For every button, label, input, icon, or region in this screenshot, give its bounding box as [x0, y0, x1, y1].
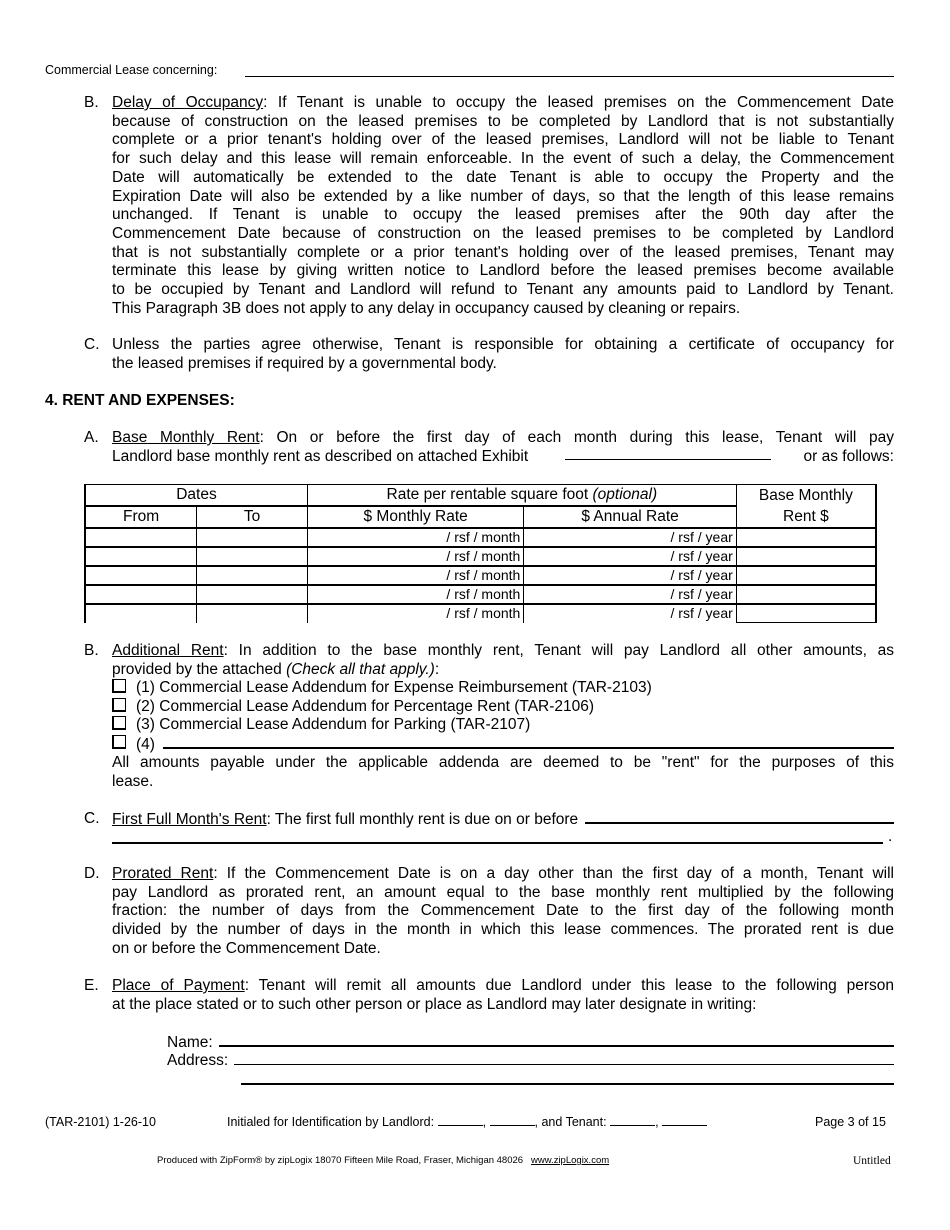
para-3b-delay-of-occupancy: Delay of Occupancy: If Tenant is unable to occupy the leased premises on the Commencement Date because of construction on the leased premises to be completed by Landlord that is not substantially complete or a prior tenant's holding over of the leased premises, Landlord will not be liable to Tenant for such delay and this lease will remain enforceable. In the event of such a delay, the Commencement Date will automatically be extended to the date Tenant is able to occupy the Property and the Expiration Date will also be extended by a like number of days, so that the length of this lease remains unchanged. If Tenant is unable to occupy the leased premises after the 90th day after the Commencement Date because of construction on the leased premises to be completed by Landlord that is not substantially complete or a prior tenant's holding over of the leased premises, Tenant may terminate this lease by giving written notice to Landlord before the leased premises become available to be occupied by Tenant and Landlord will refund to Tenant any amounts paid to Landlord by Tenant. This Paragraph 3B does not apply to any delay in occupancy caused by cleaning or repairs.: [112, 94, 894, 317]
from-cell[interactable]: [85, 547, 197, 566]
monthly-rate-cell[interactable]: / rsf / month: [307, 547, 523, 566]
para-3c-letter: C.: [84, 336, 100, 353]
rent-table-row: [85, 547, 876, 566]
base-monthly-rent-header: Base Monthly Rent $: [736, 485, 876, 529]
to-cell[interactable]: [197, 585, 308, 604]
para-3c-certificate: Unless the parties agree otherwise, Tenant is responsible for obtaining a certificate of occupancy for the leased premises if required by a governmental body.: [112, 336, 894, 372]
monthly-rate-cell[interactable]: / rsf / month: [307, 528, 523, 547]
from-cell[interactable]: [85, 566, 197, 585]
base-rent-cell[interactable]: [736, 604, 876, 623]
payee-name-field[interactable]: [219, 1033, 894, 1047]
from-cell[interactable]: [85, 585, 197, 604]
para-4e-letter: E.: [84, 977, 99, 994]
para-4c-title: First Full Month's Rent: [112, 811, 267, 828]
payee-name-row: [167, 1033, 894, 1053]
para-4e-place-of-payment: Place of Payment: Tenant will remit all amounts due Landlord under this lease to the following person at the place stated or to such other person or place as Landlord may later designate in writing:: [112, 977, 895, 1013]
dates-header: Dates: [85, 485, 307, 506]
annual-rate-cell[interactable]: / rsf / year: [524, 547, 736, 566]
addendum-option-4[interactable]: (4): [112, 735, 894, 755]
page-number: Page 3 of 15: [815, 1115, 886, 1129]
annual-rate-cell[interactable]: / rsf / year: [524, 528, 736, 547]
annual-rate-cell[interactable]: / rsf / year: [524, 566, 736, 585]
annual-rate-cell[interactable]: / rsf / year: [524, 585, 736, 604]
rent-table-row: [85, 528, 876, 547]
lease-concerning-field[interactable]: [245, 76, 894, 77]
checkbox-icon[interactable]: [112, 679, 126, 693]
addendum-option-2[interactable]: (2) Commercial Lease Addendum for Percentage Rent (TAR-2106): [112, 698, 594, 717]
checkbox-icon[interactable]: [112, 698, 126, 712]
landlord-initial-2[interactable]: [490, 1115, 535, 1126]
para-4e-title: Place of Payment: [112, 977, 245, 994]
payee-name-label: Name:: [167, 1034, 213, 1051]
para-4c-letter: C.: [84, 810, 100, 827]
para-4a-title: Base Monthly Rent: [112, 429, 260, 446]
rent-table-row: [85, 566, 876, 585]
monthly-rate-cell[interactable]: / rsf / month: [307, 585, 523, 604]
first-rent-due-field-1[interactable]: [585, 810, 894, 824]
initials-row: Initialed for Identification by Landlord: , , and Tenant: ,: [227, 1115, 707, 1129]
from-header: From: [85, 506, 197, 528]
period: .: [888, 828, 893, 845]
to-cell[interactable]: [197, 547, 308, 566]
para-4b-rent-note: All amounts payable under the applicable addenda are deemed to be "rent" for the purposes of this lease.: [112, 754, 894, 790]
tenant-initial-2[interactable]: [662, 1115, 707, 1126]
to-cell[interactable]: [197, 528, 308, 547]
monthly-rate-header: $ Monthly Rate: [307, 506, 523, 528]
para-4d-letter: D.: [84, 865, 100, 882]
para-4a-letter: A.: [84, 429, 99, 446]
para-4c-first-full-months-rent: First Full Month's Rent : The first full monthly rent is due on or before: [112, 810, 894, 830]
tenant-initial-1[interactable]: [610, 1115, 655, 1126]
monthly-rate-cell[interactable]: / rsf / month: [307, 604, 523, 623]
other-addendum-field[interactable]: [163, 735, 894, 749]
ziplogix-link[interactable]: www.zipLogix.com: [531, 1155, 610, 1166]
para-3b-title: Delay of Occupancy: [112, 94, 264, 111]
lease-concerning-label: Commercial Lease concerning:: [45, 63, 218, 77]
base-rent-cell[interactable]: [736, 566, 876, 585]
base-rent-cell[interactable]: [736, 585, 876, 604]
document-name: Untitled: [853, 1155, 891, 1167]
rate-header: Rate per rentable square foot (optional): [307, 485, 736, 506]
para-4d-prorated-rent: Prorated Rent: If the Commencement Date is on a day other than the first day of a month, Tenant will pay Landlord as prorated rent, an amount equal to the base monthly rent multiplied by the following fraction: the number of days from the Commencement Date to the first day of the following month divided by the number of days in the month in which this lease commences. The prorated rent is due on or before the Commencement Date.: [112, 865, 894, 957]
para-4d-title: Prorated Rent: [112, 865, 214, 882]
to-header: To: [197, 506, 308, 528]
checkbox-icon[interactable]: [112, 716, 126, 730]
para-4b-additional-rent: Additional Rent: In addition to the base monthly rent, Tenant will pay Landlord all other amounts, as provided by the attached (Check all that apply.):: [112, 642, 895, 678]
payee-address-row: [167, 1052, 894, 1071]
checkbox-icon[interactable]: [112, 735, 126, 749]
para-4b-title: Additional Rent: [112, 642, 224, 659]
para-3b-letter: B.: [84, 94, 99, 111]
addendum-option-1[interactable]: (1) Commercial Lease Addendum for Expense Reimbursement (TAR-2103): [112, 679, 652, 698]
monthly-rate-cell[interactable]: / rsf / month: [307, 566, 523, 585]
to-cell[interactable]: [197, 566, 308, 585]
landlord-initial-1[interactable]: [438, 1115, 483, 1126]
exhibit-field[interactable]: [565, 448, 771, 460]
payee-address-field-2[interactable]: [241, 1083, 894, 1085]
section-4-heading: 4. RENT AND EXPENSES:: [45, 392, 235, 409]
first-rent-due-field-2[interactable]: [112, 842, 883, 844]
form-id: (TAR-2101) 1-26-10: [45, 1115, 156, 1129]
para-4a-base-monthly-rent: Base Monthly Rent: On or before the first day of each month during this lease, Tenant will pay Landlord base monthly rent as described on attached Exhibit or as follows:: [112, 429, 894, 465]
addendum-option-3[interactable]: (3) Commercial Lease Addendum for Parking (TAR-2107): [112, 716, 530, 735]
base-rent-table: [84, 484, 877, 623]
payee-address-field-1[interactable]: [234, 1052, 894, 1065]
para-4b-letter: B.: [84, 642, 99, 659]
annual-rate-cell[interactable]: / rsf / year: [524, 604, 736, 623]
base-rent-cell[interactable]: [736, 547, 876, 566]
base-rent-cell[interactable]: [736, 528, 876, 547]
from-cell[interactable]: [85, 528, 197, 547]
payee-address-label: Address:: [167, 1052, 229, 1069]
rent-table-row: [85, 585, 876, 604]
to-cell[interactable]: [197, 604, 308, 623]
annual-rate-header: $ Annual Rate: [524, 506, 736, 528]
from-cell[interactable]: [85, 604, 197, 623]
producer-line: Produced with ZipForm® by zipLogix 18070 Fifteen Mile Road, Fraser, Michigan 48026 www.zipLogix.com: [157, 1155, 610, 1166]
rent-table-row: [85, 604, 876, 623]
